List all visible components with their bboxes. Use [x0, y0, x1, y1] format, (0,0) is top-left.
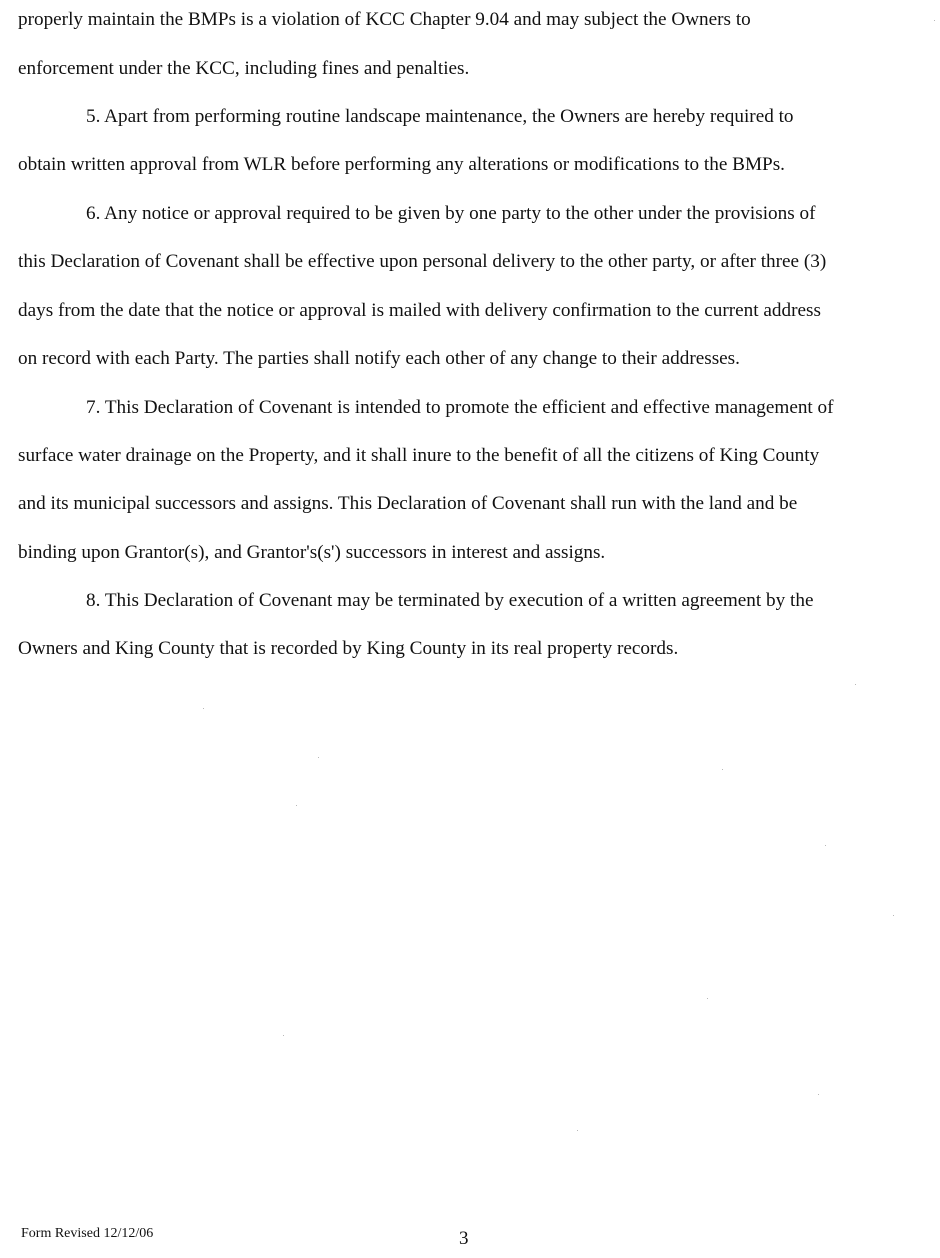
text-line: obtain written approval from WLR before performing any alterations or modifications to the BMPs. — [18, 154, 785, 175]
scan-speck — [893, 915, 894, 916]
scan-speck — [855, 684, 856, 685]
scan-speck — [825, 845, 826, 846]
paragraph-8-start: 8. This Declaration of Covenant may be terminated by execution of a written agreement by the — [86, 590, 814, 611]
scan-speck — [283, 1035, 284, 1036]
text-line: properly maintain the BMPs is a violation of KCC Chapter 9.04 and may subject the Owners to — [18, 9, 751, 30]
scan-speck — [296, 805, 297, 806]
text-line: on record with each Party. The parties shall notify each other of any change to their addresses. — [18, 348, 740, 369]
scan-speck — [722, 769, 723, 770]
text-line: and its municipal successors and assigns. This Declaration of Covenant shall run with the land and be — [18, 493, 798, 514]
scan-speck — [577, 1130, 578, 1131]
scan-speck — [934, 20, 935, 21]
scan-speck — [203, 708, 204, 709]
text-line: this Declaration of Covenant shall be effective upon personal delivery to the other party, or after three (3) — [18, 251, 827, 272]
text-line: Owners and King County that is recorded by King County in its real property records. — [18, 638, 679, 659]
paragraph-5-start: 5. Apart from performing routine landscape maintenance, the Owners are hereby required to — [86, 106, 794, 127]
page-number: 3 — [459, 1228, 469, 1249]
paragraph-6-start: 6. Any notice or approval required to be given by one party to the other under the provisions of — [86, 203, 816, 224]
form-revised-label: Form Revised 12/12/06 — [21, 1226, 154, 1241]
scan-speck — [707, 998, 708, 999]
paragraph-7-start: 7. This Declaration of Covenant is intended to promote the efficient and effective management of — [86, 397, 834, 418]
scan-speck — [318, 757, 319, 758]
text-line: binding upon Grantor(s), and Grantor's(s') successors in interest and assigns. — [18, 542, 606, 563]
text-line: surface water drainage on the Property, and it shall inure to the benefit of all the citizens of King County — [18, 445, 820, 466]
text-line: days from the date that the notice or approval is mailed with delivery confirmation to the current address — [18, 300, 821, 321]
scan-speck — [818, 1094, 819, 1095]
text-line: enforcement under the KCC, including fines and penalties. — [18, 58, 470, 79]
